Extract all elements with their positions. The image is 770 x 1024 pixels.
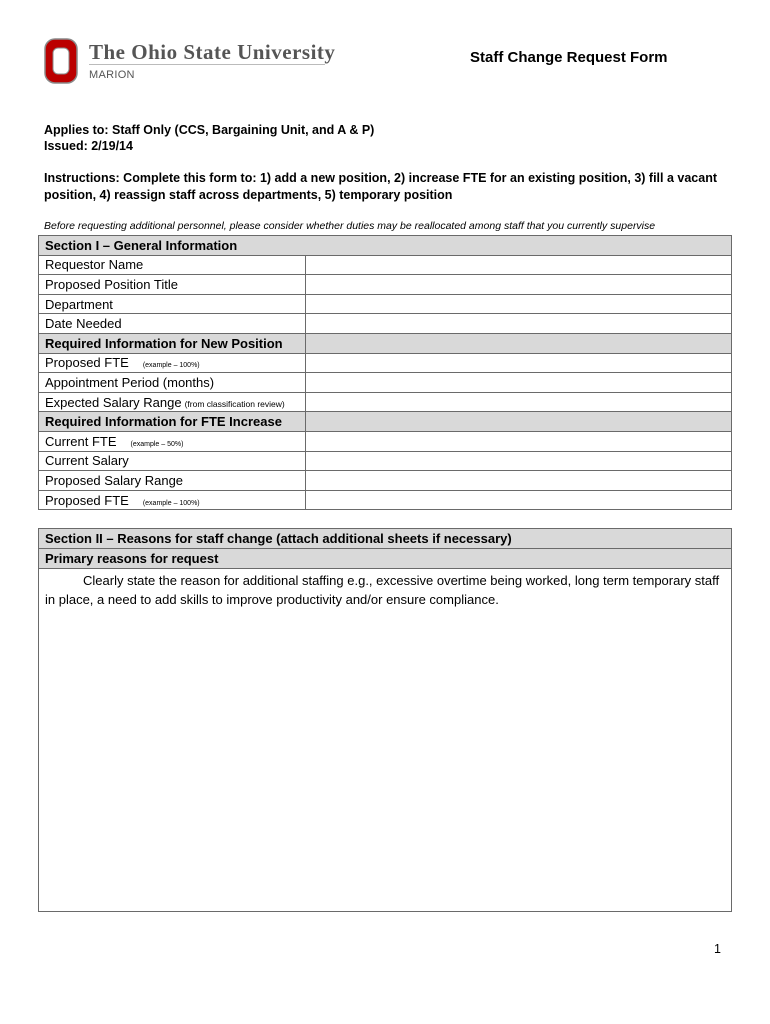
proposed-fte-increase-label: Proposed FTE (example – 100%)	[39, 490, 306, 510]
proposed-fte-field[interactable]	[306, 353, 732, 373]
salary-range-label: Expected Salary Range (from classification review)	[39, 392, 306, 412]
block-o-icon	[44, 38, 78, 84]
requestor-name-field[interactable]	[306, 255, 732, 275]
instructions: Instructions: Complete this form to: 1) add a new position, 2) increase FTE for an existing position, 3) fill a vacant position, 4) reassign staff across departments, 5) temporary position	[44, 171, 718, 202]
campus-name: MARION	[89, 69, 135, 81]
department-label: Department	[39, 294, 306, 314]
university-logo	[44, 38, 334, 88]
proposed-salary-range-field[interactable]	[306, 471, 732, 491]
department-field[interactable]	[306, 294, 732, 314]
proposed-fte-label: Proposed FTE (example – 100%)	[39, 353, 306, 373]
current-salary-label: Current Salary	[39, 451, 306, 471]
new-position-heading: Required Information for New Position	[39, 333, 306, 353]
proposed-salary-range-label: Proposed Salary Range	[39, 471, 306, 491]
requestor-name-label: Requestor Name	[39, 255, 306, 275]
date-needed-field[interactable]	[306, 314, 732, 334]
appointment-period-field[interactable]	[306, 373, 732, 393]
date-needed-label: Date Needed	[39, 314, 306, 334]
applies-to: Applies to: Staff Only (CCS, Bargaining Unit, and A & P)	[44, 123, 375, 137]
primary-reasons-heading: Primary reasons for request	[39, 549, 732, 569]
page-number: 1	[714, 942, 721, 956]
salary-range-field[interactable]	[306, 392, 732, 412]
current-fte-label: Current FTE (example – 50%)	[39, 431, 306, 451]
proposed-fte-increase-field[interactable]	[306, 490, 732, 510]
appointment-period-label: Appointment Period (months)	[39, 373, 306, 393]
issued-date: Issued: 2/19/14	[44, 139, 133, 153]
section-2-table	[38, 528, 732, 912]
section-1-table	[38, 235, 732, 510]
new-position-heading-blank	[306, 333, 732, 353]
fte-increase-heading-blank	[306, 412, 732, 432]
position-title-field[interactable]	[306, 275, 732, 295]
proposed-fte-increase-hint: (example – 100%)	[142, 499, 200, 507]
section-2-title: Section II – Reasons for staff change (attach additional sheets if necessary)	[39, 529, 732, 549]
reasons-text-area[interactable]	[39, 569, 732, 912]
fte-increase-heading: Required Information for FTE Increase	[39, 412, 306, 432]
note-text: Before requesting additional personnel, please consider whether duties may be reallocated among staff that you currently supervise	[44, 220, 656, 232]
current-fte-hint: (example – 50%)	[130, 440, 184, 448]
salary-range-hint: (from classification review)	[184, 398, 285, 409]
form-title: Staff Change Request Form	[470, 49, 668, 66]
reasons-instructions: Clearly state the reason for additional staffing e.g., excessive overtime being worked, long term temporary staff in place, a need to add skills to improve productivity and/or ensure compliance.	[45, 573, 720, 607]
university-name: The Ohio State University	[89, 40, 336, 64]
section-1-title: Section I – General Information	[39, 236, 732, 256]
position-title-label: Proposed Position Title	[39, 275, 306, 295]
current-salary-field[interactable]	[306, 451, 732, 471]
proposed-fte-hint: (example – 100%)	[142, 362, 200, 370]
logo-divider	[89, 64, 325, 65]
current-fte-field[interactable]	[306, 431, 732, 451]
